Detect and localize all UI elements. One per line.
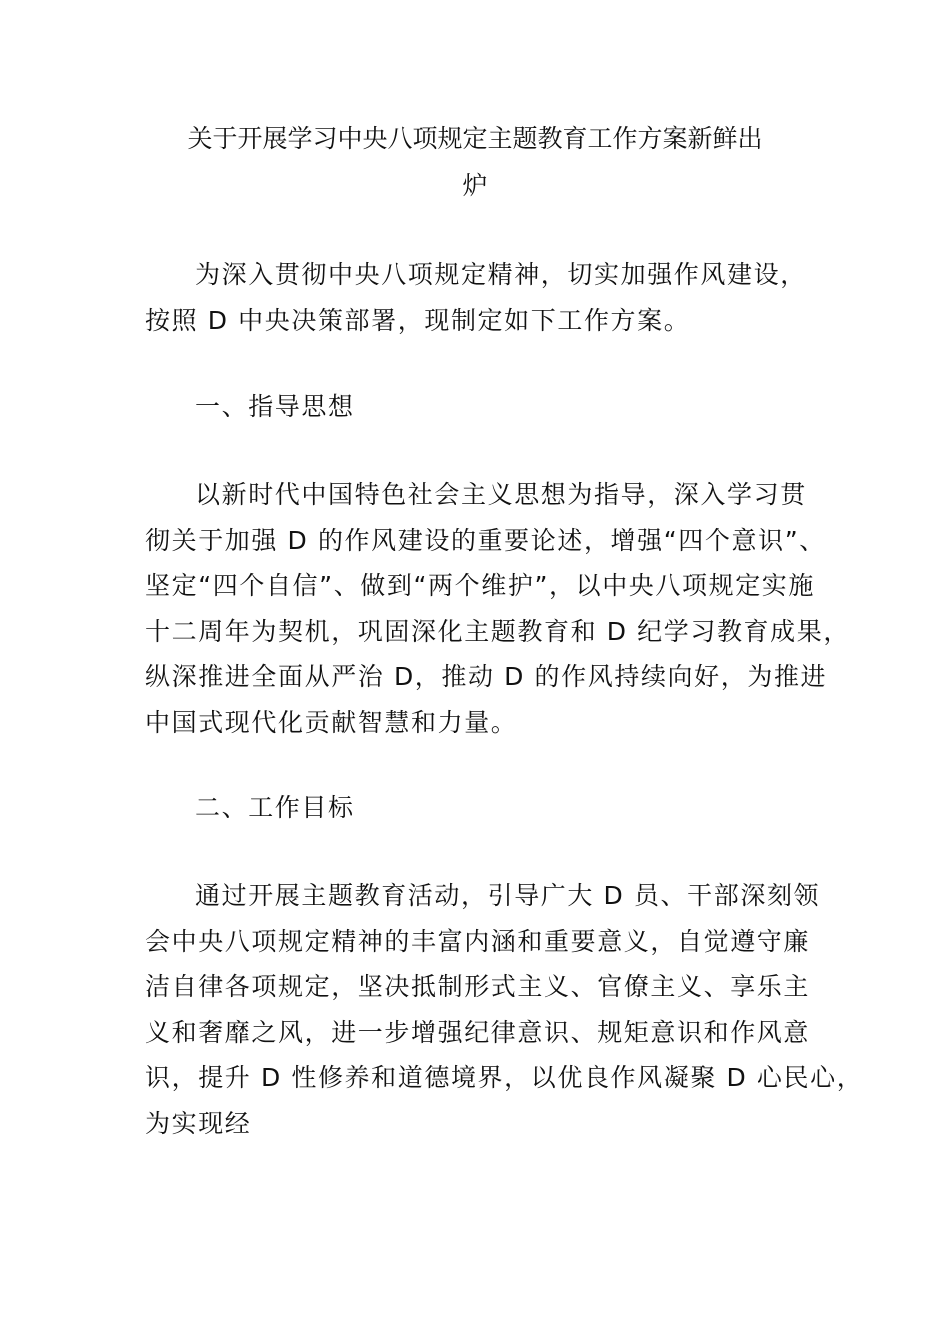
document-title-line-2: 炉 bbox=[462, 171, 488, 200]
paragraph-line: 中国式现代化贡献智慧和力量。 bbox=[145, 707, 518, 737]
paragraph-line: 洁自律各项规定，坚决抵制形式主义、官僚主义、享乐主 bbox=[145, 972, 811, 1001]
paragraph-line: 为实现经 bbox=[145, 1108, 252, 1138]
paragraph-line: 按照 D 中央决策部署，现制定如下工作方案。 bbox=[145, 305, 691, 335]
paragraph-line: 以新时代中国特色社会主义思想为指导，深入学习贯 bbox=[195, 480, 807, 509]
work-goals-paragraph bbox=[145, 873, 864, 1146]
guiding-ideology-paragraph bbox=[145, 472, 850, 745]
paragraph-line: 通过开展主题教育活动，引导广大 D 员、干部深刻领 bbox=[195, 881, 821, 910]
paragraph-line: 会中央八项规定精神的丰富内涵和重要意义，自觉遵守廉 bbox=[145, 926, 811, 956]
paragraph-line: 义和奢靡之风，进一步增强纪律意识、规矩意识和作风意 bbox=[145, 1017, 811, 1047]
paragraph-line: 坚定“四个自信”、做到“两个维护”，以中央八项规定实施 bbox=[145, 571, 816, 600]
paragraph-line: 识，提升 D 性修养和道德境界，以优良作风凝聚 D 心民心， bbox=[145, 1063, 864, 1092]
paragraph-line: 为深入贯彻中央八项规定精神，切实加强作风建设， bbox=[195, 260, 807, 289]
paragraph-line: 十二周年为契机，巩固深化主题教育和 D 纪学习教育成果， bbox=[145, 616, 850, 646]
paragraph-line: 纵深推进全面从严治 D，推动 D 的作风持续向好，为推进 bbox=[145, 662, 828, 691]
section-heading-guiding-ideology: 一、指导思想 bbox=[195, 392, 355, 421]
document-title-line-1: 关于开展学习中央八项规定主题教育工作方案新鲜出 bbox=[187, 124, 763, 153]
intro-paragraph bbox=[145, 252, 845, 343]
section-heading-work-goals: 二、工作目标 bbox=[195, 793, 355, 822]
paragraph-line: 彻关于加强 D 的作风建设的重要论述，增强“四个意识”、 bbox=[145, 525, 826, 555]
